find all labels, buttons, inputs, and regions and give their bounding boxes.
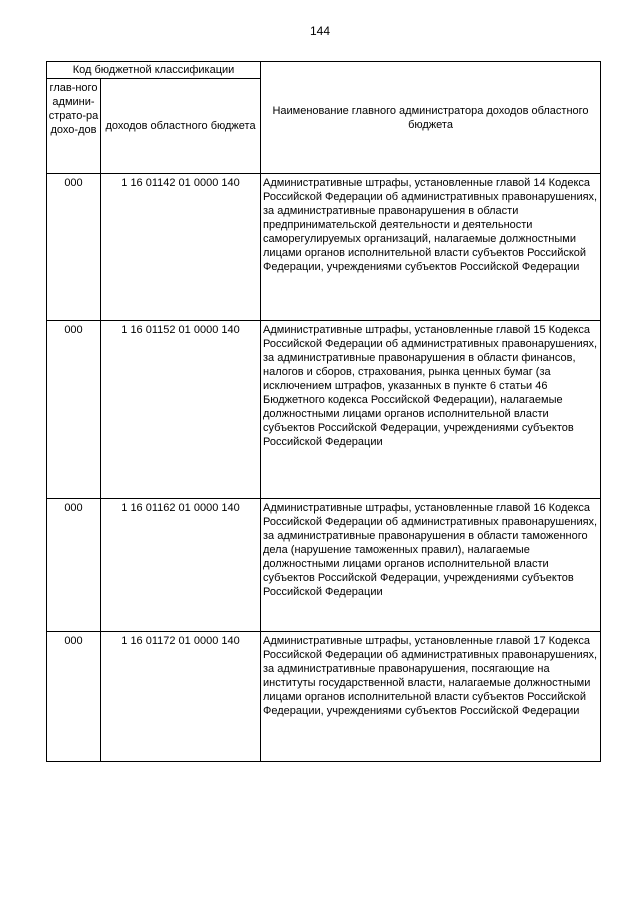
administrator-name-text: Административные штрафы, установленные главой 16 Кодекса Российской Федерации об административных правонарушениях, за административные правонарушения в области таможенного дела (нарушение таможенных правил), налагаемые должностными лицами органов исполнительной власти субъектов Российской Федерации, учреждениями субъектов Российской Федерации [263,502,598,598]
classification-code-cell: 1 16 01152 01 0000 140 [101,321,261,499]
administrator-code-cell: 000 [47,499,101,632]
administrator-name-cell [261,174,601,321]
table-row [47,174,601,321]
administrator-code-cell: 000 [47,174,101,321]
classification-code-cell: 1 16 01172 01 0000 140 [101,632,261,762]
administrator-name-text: Административные штрафы, установленные главой 14 Кодекса Российской Федерации об административных правонарушениях, за административные правонарушения в области предпринимательской деятельности и деятельности саморегулируемых организаций, налагаемые должностными лицами органов исполнительной власти субъектов Российской Федерации, учреждениями субъектов Российской Федерации [263,177,598,273]
classification-code-cell: 1 16 01142 01 0000 140 [101,174,261,321]
administrator-name-cell [261,499,601,632]
header-administrator-name: Наименование главного администратора доходов областного бюджета [261,62,601,174]
header-chief-administrator: глав-ного админи-страто-ра дохо-дов [47,79,101,174]
administrator-name-text: Административные штрафы, установленные главой 15 Кодекса Российской Федерации об административных правонарушениях, за административные правонарушения в области финансов, налогов и сборов, страхования, рынка ценных бумаг (за исключением штрафов, указанных в пункте 6 статьи 46 Бюджетного кодекса Российской Федерации), налагаемые должностными лицами органов исполнительной власти субъектов Российской Федерации, учреждениями субъектов Российской Федерации [263,324,598,448]
administrator-name-text: Административные штрафы, установленные главой 17 Кодекса Российской Федерации об административных правонарушениях, за административные правонарушения, посягающие на институты государственной власти, налагаемые должностными лицами органов исполнительной власти субъектов Российской Федерации, учреждениями субъектов Российской Федерации [263,635,598,717]
page-number: 144 [309,24,331,38]
header-regional-budget-income: доходов областного бюджета [101,79,261,174]
classification-code-cell: 1 16 01162 01 0000 140 [101,499,261,632]
table-row [47,632,601,762]
administrator-name-cell [261,321,601,499]
administrator-name-cell [261,632,601,762]
budget-classification-table [46,61,601,762]
table-row [47,499,601,632]
administrator-code-cell: 000 [47,632,101,762]
table-row [47,321,601,499]
administrator-code-cell: 000 [47,321,101,499]
header-budget-classification-code: Код бюджетной классификации [47,62,261,79]
